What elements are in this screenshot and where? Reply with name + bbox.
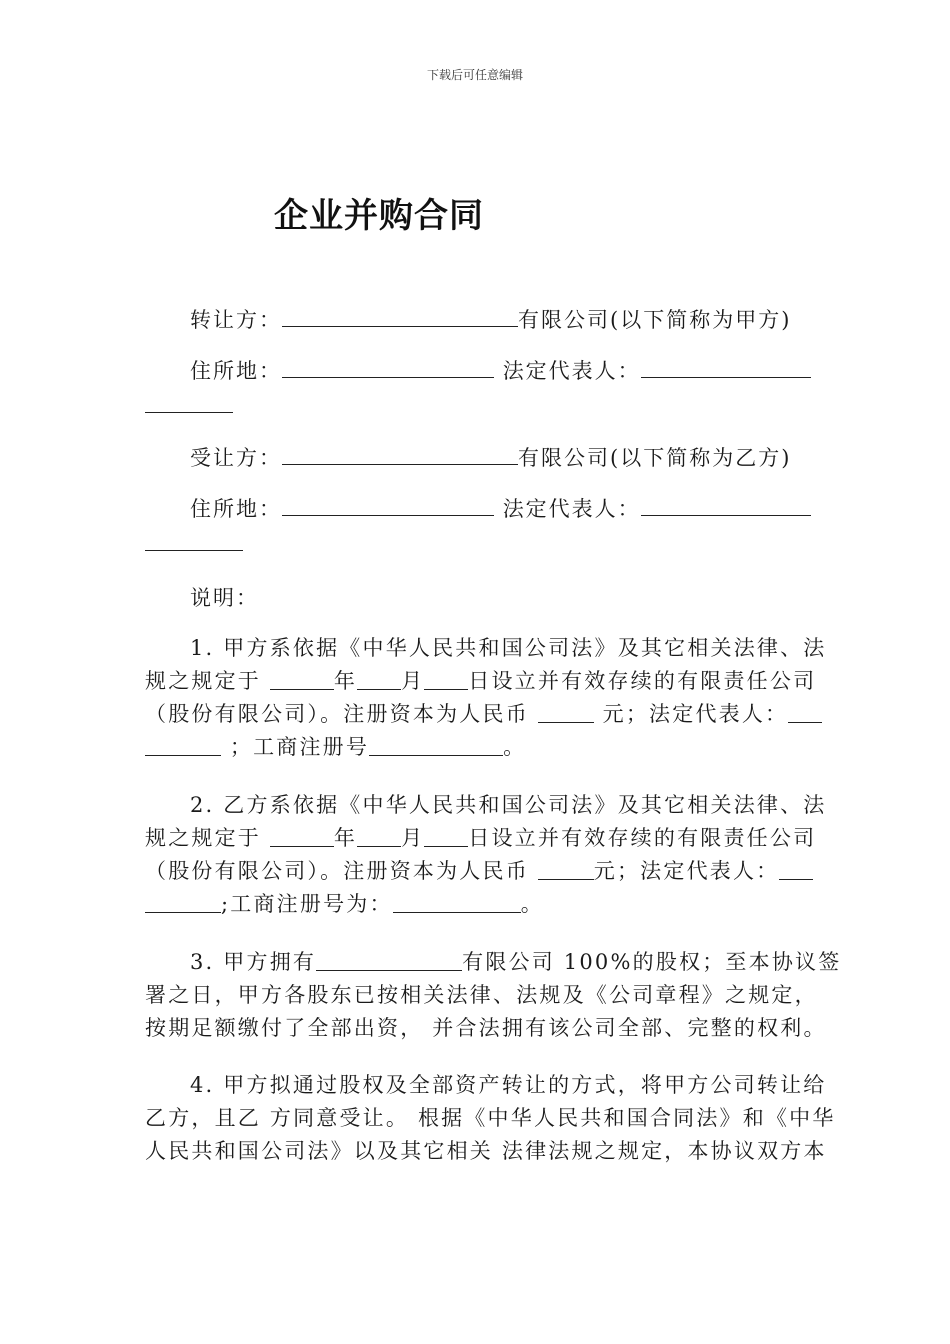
- p1-text: ；工商注册号: [221, 735, 370, 759]
- p1-day-blank[interactable]: [424, 669, 468, 690]
- paragraph-1: [145, 632, 827, 764]
- transferee-address-blank[interactable]: [282, 495, 494, 516]
- p2-text: （股份有限公司）。注册资本为人民币: [145, 859, 538, 883]
- transferor-suffix: 有限公司(以下简称为甲方): [518, 308, 792, 332]
- p2-text: 。: [520, 892, 544, 916]
- transferee-line: [190, 444, 791, 471]
- p2-line-4: [145, 888, 805, 921]
- p2-text: 日设立并有效存续的有限责任公司: [468, 826, 817, 850]
- p1-line-4: [145, 731, 805, 764]
- page-header-note: 下载后可任意编辑: [426, 68, 523, 82]
- p2-text: 规之规定于: [145, 826, 270, 850]
- p1-line-1: 1. 甲方系依据《中华人民共和国公司法》及其它相关法律、法: [190, 636, 827, 660]
- paragraph-2: [145, 789, 827, 921]
- document-title: 企业并购合同: [274, 196, 484, 236]
- p1-reg-number-blank[interactable]: [369, 735, 503, 756]
- p3-line-2: 署之日，甲方各股东已按相关法律、法规及《公司章程》之规定，: [145, 983, 818, 1007]
- p1-capital-blank[interactable]: [538, 702, 594, 723]
- transferor-legal-rep-blank-cont[interactable]: [145, 411, 233, 413]
- legal-rep-label: 法定代表人：: [502, 359, 641, 383]
- transferor-label: 转让方：: [190, 308, 282, 332]
- transferor-line: [190, 306, 791, 333]
- p1-text: （股份有限公司）。注册资本为人民币: [145, 702, 538, 726]
- p1-month-label: 月: [401, 669, 425, 693]
- p2-text: 元；法定代表人：: [593, 859, 780, 883]
- p2-line-2: [145, 822, 817, 855]
- p3-line-3: 按期足额缴付了全部出资， 并合法拥有该公司全部、完整的权利。: [145, 1016, 827, 1040]
- transferee-suffix: 有限公司(以下简称为乙方): [518, 446, 792, 470]
- paragraph-4: [145, 1069, 836, 1168]
- p2-day-blank[interactable]: [424, 826, 468, 847]
- p2-line-3: [145, 855, 805, 888]
- p1-text: 元；法定代表人：: [593, 702, 789, 726]
- explanation-label: 说明：: [190, 586, 259, 610]
- p2-year-label: 年: [333, 826, 358, 850]
- p3-text: 有限公司 100%的股权；至本协议签: [462, 950, 842, 974]
- p2-legal-rep-blank-cont[interactable]: [145, 892, 221, 913]
- p1-legal-rep-blank-cont[interactable]: [145, 735, 221, 756]
- p1-text: 。: [503, 735, 527, 759]
- address-label-2: 住所地：: [190, 497, 282, 521]
- p3-line-1: [145, 946, 842, 979]
- p2-text: ;工商注册号为：: [221, 892, 393, 916]
- transferee-address-line: [190, 495, 811, 522]
- transferee-legal-rep-blank[interactable]: [641, 495, 811, 516]
- p1-month-blank[interactable]: [357, 669, 401, 690]
- p1-year-label: 年: [333, 669, 358, 693]
- legal-rep-label-2: 法定代表人：: [502, 497, 641, 521]
- address-label: 住所地：: [190, 359, 282, 383]
- transferor-legal-rep-blank[interactable]: [641, 357, 811, 378]
- p2-capital-blank[interactable]: [538, 859, 594, 880]
- transferor-address-blank[interactable]: [282, 357, 494, 378]
- p2-line-1: 2. 乙方系依据《中华人民共和国公司法》及其它相关法律、法: [190, 793, 827, 817]
- p2-legal-rep-blank[interactable]: [779, 859, 813, 880]
- p2-reg-number-blank[interactable]: [393, 892, 521, 913]
- p1-legal-rep-blank[interactable]: [788, 702, 822, 723]
- p1-line-2: [145, 665, 817, 698]
- p4-line-2: 乙方，且乙 方同意受让。 根据《中华人民共和国合同法》和《中华: [145, 1106, 836, 1130]
- transferor-address-line: [190, 357, 811, 384]
- p2-year-blank[interactable]: [270, 826, 334, 847]
- p1-text: 规之规定于: [145, 669, 270, 693]
- p1-line-3: [145, 698, 805, 731]
- transferee-name-blank[interactable]: [282, 444, 518, 465]
- p1-year-blank[interactable]: [270, 669, 334, 690]
- p4-line-1: 4. 甲方拟通过股权及全部资产转让的方式，将甲方公司转让给: [190, 1073, 827, 1097]
- p2-month-label: 月: [401, 826, 425, 850]
- p2-month-blank[interactable]: [357, 826, 401, 847]
- transferee-legal-rep-blank-cont[interactable]: [145, 549, 243, 551]
- p4-line-3: 人民共和国公司法》以及其它相关 法律法规之规定，本协议双方本: [145, 1139, 827, 1163]
- p3-text: 3. 甲方拥有: [190, 950, 317, 974]
- p3-company-blank[interactable]: [316, 950, 462, 971]
- transferee-label: 受让方：: [190, 446, 282, 470]
- paragraph-3: [145, 946, 842, 1045]
- p1-text: 日设立并有效存续的有限责任公司: [468, 669, 817, 693]
- transferor-name-blank[interactable]: [282, 306, 518, 327]
